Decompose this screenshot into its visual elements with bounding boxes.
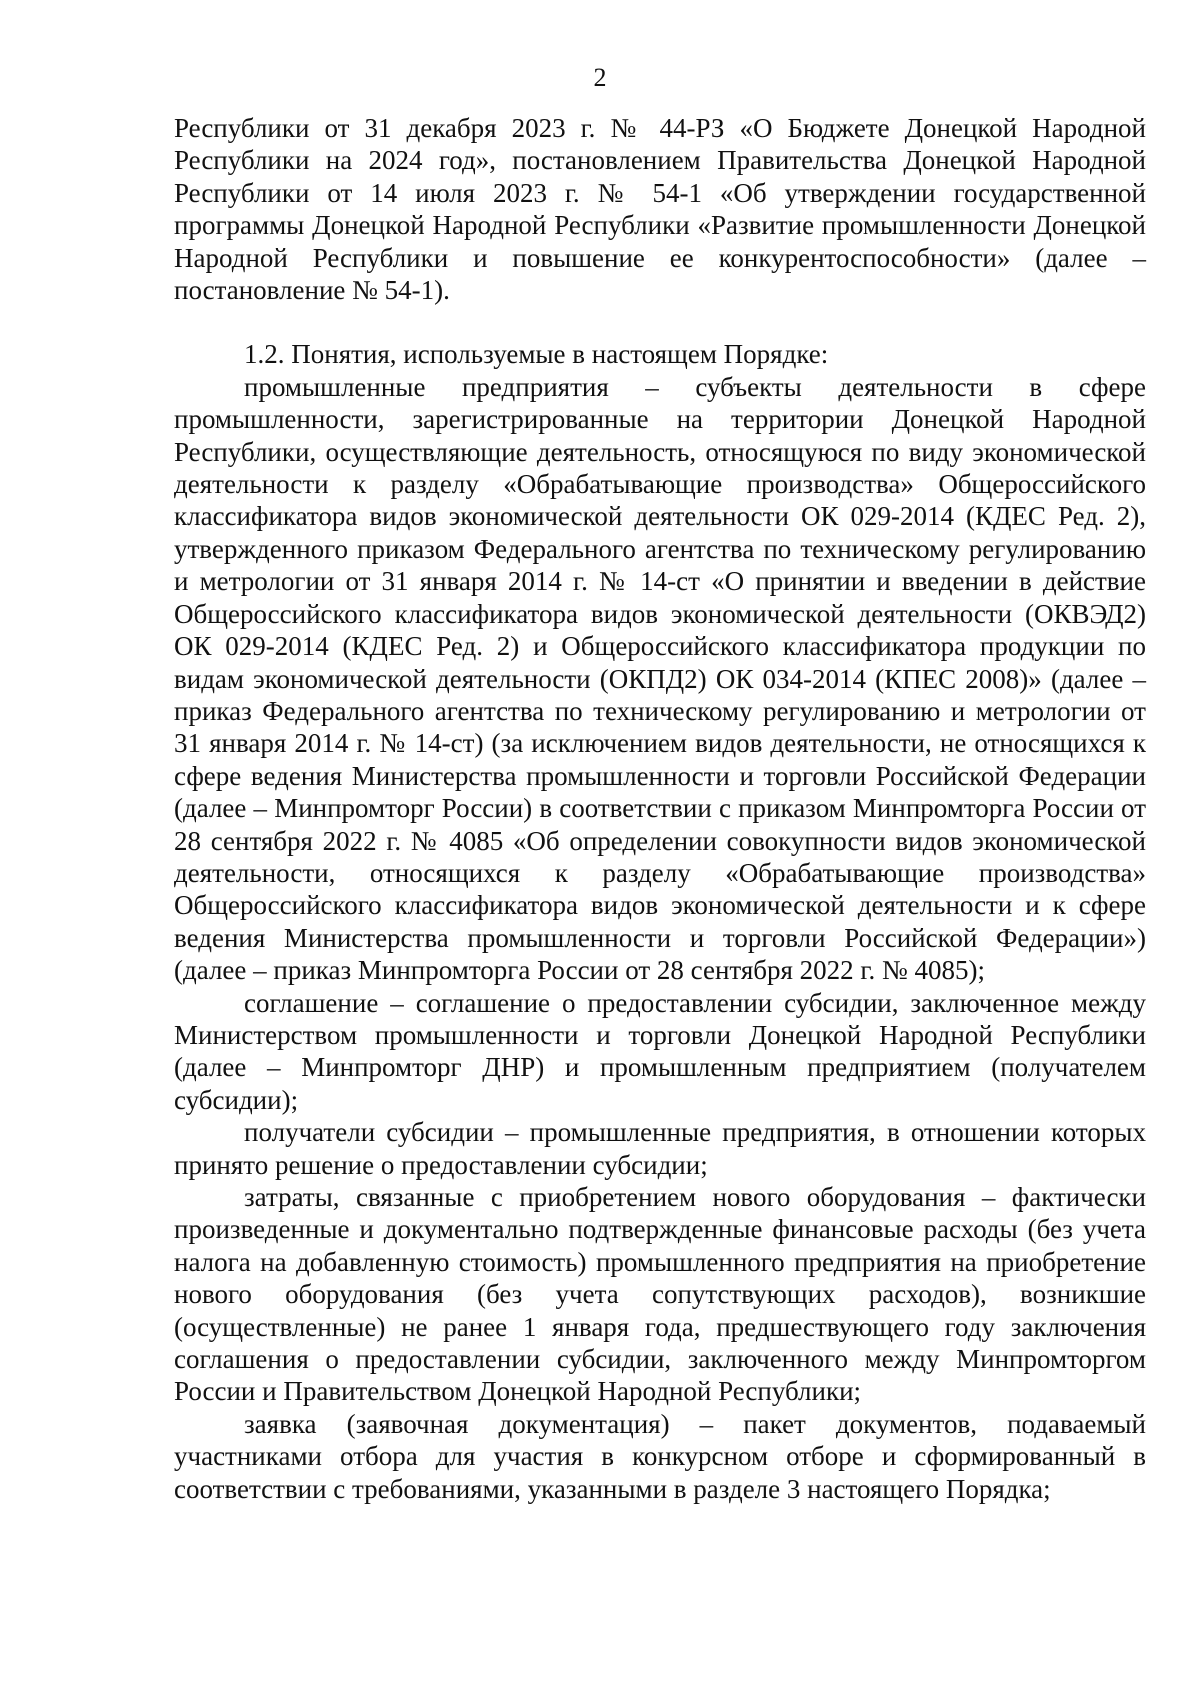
paragraph-definition-application: заявка (заявочная документация) – пакет документов, подаваемый участниками отбора для участия в конкурсном отборе и сформированный в соответствии с требованиями, указанными в разделе 3 настоящего Порядка; bbox=[174, 1408, 1146, 1504]
paragraph-section-1-2-heading: 1.2. Понятия, используемые в настоящем Порядке: bbox=[244, 339, 829, 370]
paragraph-definition-agreement: соглашение – соглашение о предоставлении субсидии, заключенное между Министерством промышленности и торговли Донецкой Народной Республики (далее – Минпромторг ДНР) и промышленным предприятием (получателем субсидии); bbox=[174, 987, 1146, 1115]
paragraph-definition-subsidy-recipients: получатели субсидии – промышленные предприятия, в отношении которых принято решение о предоставлении субсидии; bbox=[174, 1117, 1146, 1180]
page-number: 2 bbox=[593, 63, 607, 92]
paragraph-definition-equipment-costs: затраты, связанные с приобретением нового оборудования – фактически произведенные и документально подтвержденные финансовые расходы (без учета налога на добавленную стоимость) промышленного предприятия на приобретение нового оборудования (без учета сопутствующих расходов), возникшие (осуществленные) не ранее 1 января года, предшествующего году заключения соглашения о предоставлении субсидии, заключенного между Минпромторгом России и Правительством Донецкой Народной Республики; bbox=[174, 1182, 1146, 1407]
paragraph-budget-reference: Республики от 31 декабря 2023 г. № 44-РЗ «О Бюджете Донецкой Народной Республики на 2024 год», постановлением Правительства Донецкой Народной Республики от 14 июля 2023 г. № 54-1 «Об утверждении государственной программы Донецкой Народной Республики «Развитие промышленности Донецкой Народной Республики и повышение ее конкурентоспособности» (далее – постановление № 54-1). bbox=[174, 113, 1146, 306]
document-body bbox=[174, 112, 1146, 1505]
paragraph-definition-industrial-enterprises: промышленные предприятия – субъекты деятельности в сфере промышленности, зарегистрированные на территории Донецкой Народной Республики, осуществляющие деятельность, относящуюся по виду экономической деятельности к разделу «Обрабатывающие производства» Общероссийского классификатора видов экономической деятельности ОК 029-2014 (КДЕС Ред. 2), утвержденного приказом Федерального агентства по техническому регулированию и метрологии от 31 января 2014 г. № 14-ст «О принятии и введении в действие Общероссийского классификатора видов экономической деятельности (ОКВЭД2) ОК 029-2014 (КДЕС Ред. 2) и Общероссийского классификатора продукции по видам экономической деятельности (ОКПД2) ОК 034-2014 (КПЕС 2008)» (далее – приказ Федерального агентства по техническому регулированию и метрологии от 31 января 2014 г. № 14-ст) (за исключением видов деятельности, не относящихся к сфере ведения Министерства промышленности и торговли Российской Федерации (далее – Минпромторг России) в соответствии с приказом Минпромторга России от 28 сентября 2022 г. № 4085 «Об определении совокупности видов экономической деятельности, относящихся к разделу «Обрабатывающие производства» Общероссийского классификатора видов экономической деятельности и к сфере ведения Министерства промышленности и торговли Российской Федерации») (далее – приказ Минпромторга России от 28 сентября 2022 г. № 4085); bbox=[174, 371, 1146, 986]
